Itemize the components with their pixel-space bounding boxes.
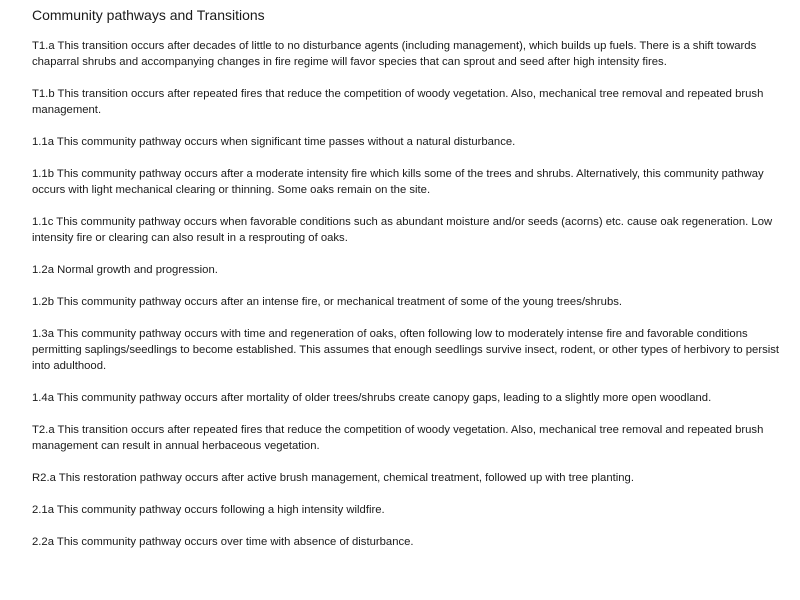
document-title: Community pathways and Transitions [32, 7, 265, 23]
entry-1-2b: 1.2b This community pathway occurs after an intense fire, or mechanical treatment of some of the young trees/shrubs. [32, 296, 623, 308]
entry-2-2a: 2.2a This community pathway occurs over time with absence of disturbance. [32, 536, 414, 548]
entry-1-3a: 1.3a This community pathway occurs with time and regeneration of oaks, often following low to moderately intense fire and favorable conditions permitting saplings/seedlings to become established. This assumes that enough seedlings survive insect, rodent, or other types of herbivory to persist into adulthood. [32, 328, 780, 372]
entry-r2a: R2.a This restoration pathway occurs after active brush management, chemical treatment, followed up with tree planting. [32, 472, 634, 484]
entry-1-1b: 1.1b This community pathway occurs after a moderate intensity fire which kills some of the trees and shrubs. Alternatively, this community pathway occurs with light mechanical clearing or thinning. Some oaks remain on the site. [32, 168, 764, 196]
entry-1-1a: 1.1a This community pathway occurs when significant time passes without a natural disturbance. [32, 136, 516, 148]
entry-t1a: T1.a This transition occurs after decades of little to no disturbance agents (including management), which builds up fuels. There is a shift towards chaparral shrubs and accompanying changes in fire regime will favor species that can sprout and seed after high intensity fires. [32, 40, 757, 68]
entry-1-1c: 1.1c This community pathway occurs when favorable conditions such as abundant moisture and/or seeds (acorns) etc. cause oak regeneration. Low intensity fire or clearing can also result in a resprouting of oaks. [32, 216, 773, 244]
entry-2-1a: 2.1a This community pathway occurs following a high intensity wildfire. [32, 504, 385, 516]
document-body [32, 6, 794, 566]
entry-t2a: T2.a This transition occurs after repeated fires that reduce the competition of woody vegetation. Also, mechanical tree removal and repeated brush management can result in annual herbaceous vegetation. [32, 424, 764, 452]
entry-1-2a: 1.2a Normal growth and progression. [32, 264, 218, 276]
entry-1-4a: 1.4a This community pathway occurs after mortality of older trees/shrubs create canopy gaps, leading to a slightly more open woodland. [32, 392, 712, 404]
entry-t1b: T1.b This transition occurs after repeated fires that reduce the competition of woody vegetation. Also, mechanical tree removal and repeated brush management. [32, 88, 764, 116]
